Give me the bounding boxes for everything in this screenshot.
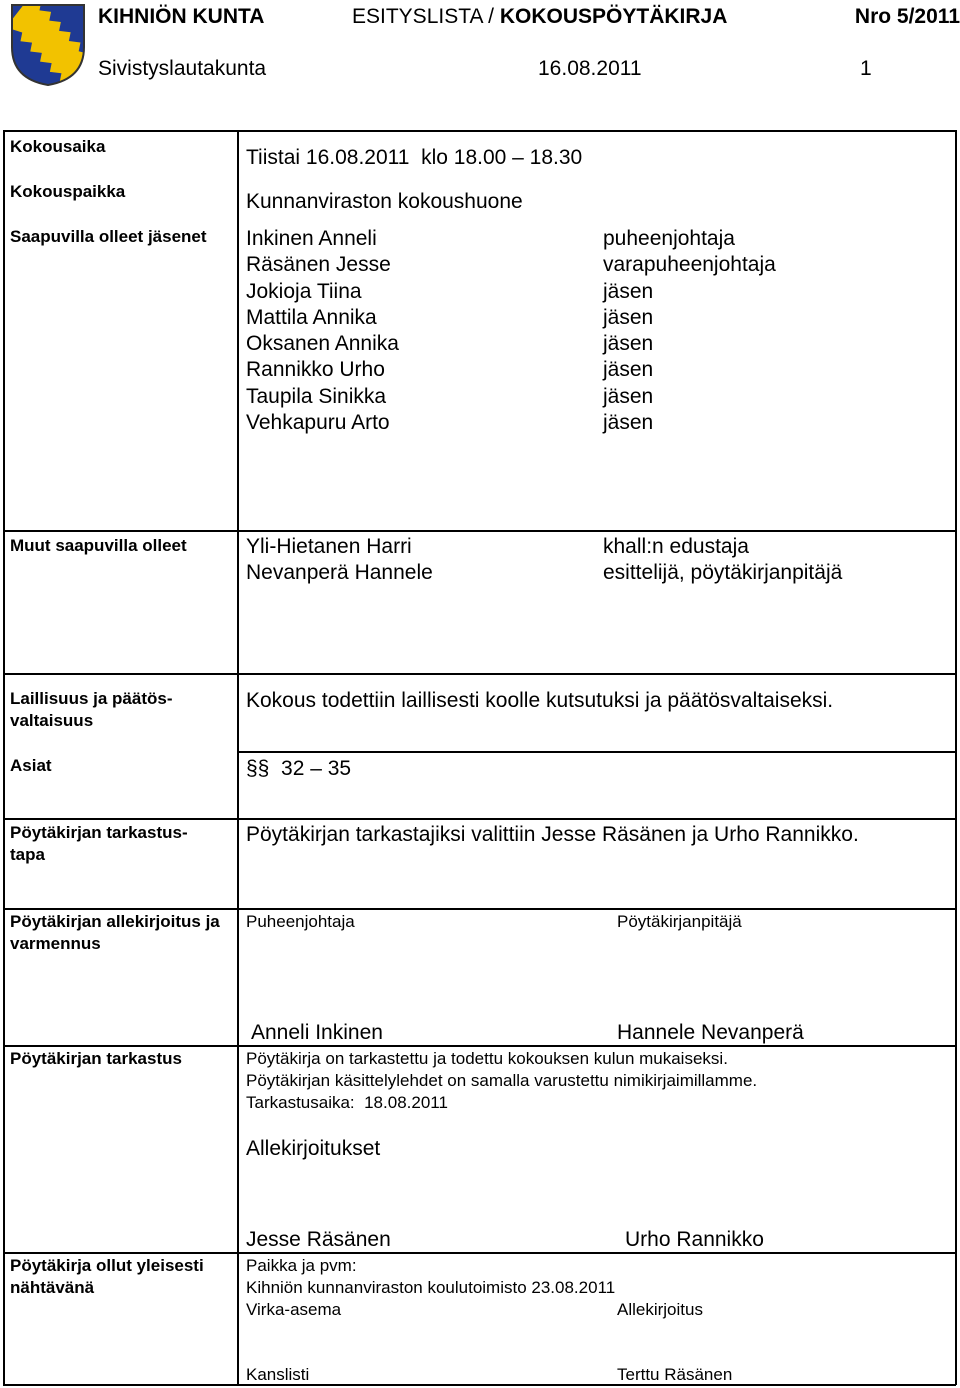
inspection-line: Pöytäkirja on tarkastettu ja todettu kokouksen kulun mukaiseksi.	[246, 1049, 728, 1068]
row-divider	[3, 530, 956, 532]
meeting-time-value: Tiistai 16.08.2011 klo 18.00 – 18.30	[246, 146, 583, 169]
document-number: Nro 5/2011	[854, 5, 960, 28]
meeting-place-value: Kunnanviraston kokoushuone	[246, 190, 523, 213]
members-names	[246, 226, 399, 436]
member-name: Oksanen Annika	[246, 332, 399, 356]
matters-label: Asiat	[10, 756, 52, 775]
position-value: Kanslisti	[246, 1365, 310, 1384]
matters-text: §§ 32 – 35	[246, 757, 352, 780]
others-roles	[603, 534, 842, 587]
member-name: Taupila Sinikka	[246, 384, 387, 408]
table-border-top	[3, 130, 956, 132]
others-names	[246, 534, 433, 587]
signature-name-left: Anneli Inkinen	[251, 1021, 383, 1044]
signature-role-right: Pöytäkirjanpitäjä	[617, 912, 742, 931]
inspection-line: Pöytäkirjan käsittelylehdet on samalla varustettu nimikirjaimillamme.	[246, 1071, 758, 1090]
signature-role-left: Puheenjohtaja	[246, 912, 355, 931]
row-divider	[3, 908, 956, 910]
place-date-value: Kihniön kunnanviraston koulutoimisto 23.08.2011	[246, 1278, 616, 1297]
column-divider	[237, 130, 239, 1385]
member-role: varapuheenjohtaja	[603, 253, 776, 277]
inspection-line: Tarkastusaika: 18.08.2011	[246, 1093, 448, 1112]
signature-label: Pöytäkirjan allekirjoitus ja varmennus	[10, 912, 220, 953]
row-divider	[3, 818, 956, 820]
other-role: esittelijä, pöytäkirjanpitäjä	[603, 561, 843, 585]
row-divider	[3, 1252, 956, 1254]
row-divider	[3, 673, 956, 675]
meeting-time-label: Kokousaika	[10, 137, 106, 156]
table-border-right	[955, 130, 957, 1385]
member-name: Rannikko Urho	[246, 358, 385, 382]
table-border-left	[3, 130, 5, 1385]
table-border-bottom	[3, 1384, 956, 1386]
member-name: Räsänen Jesse	[246, 253, 391, 277]
inspection-method-text: Pöytäkirjan tarkastajiksi valittiin Jesse Räsänen ja Urho Rannikko.	[246, 823, 859, 846]
other-name: Nevanperä Hannele	[246, 561, 433, 585]
member-role: jäsen	[603, 358, 654, 382]
document-type-bold: KOKOUSPÖYTÄKIRJA	[499, 5, 728, 28]
inspection-method-label: Pöytäkirjan tarkastus-tapa	[10, 823, 188, 864]
member-role: jäsen	[603, 384, 654, 408]
signature-field-label: Allekirjoitus	[617, 1300, 703, 1319]
member-name: Vehkapuru Arto	[246, 411, 390, 435]
public-display-label: Pöytäkirja ollut yleisesti nähtävänä	[10, 1256, 204, 1297]
place-date-label: Paikka ja pvm:	[246, 1256, 357, 1275]
page-number: 1	[860, 57, 872, 80]
other-role: khall:n edustaja	[603, 535, 749, 558]
signature-name-right: Hannele Nevanperä	[617, 1021, 804, 1044]
row-divider	[3, 1045, 956, 1047]
inspector-name-left: Jesse Räsänen	[246, 1228, 391, 1251]
member-name: Jokioja Tiina	[246, 279, 362, 303]
legality-text: Kokous todettiin laillisesti koolle kutsutuksi ja päätösvaltaiseksi.	[246, 689, 834, 712]
member-role: puheenjohtaja	[603, 227, 735, 250]
other-name: Yli-Hietanen Harri	[246, 535, 412, 558]
others-label: Muut saapuvilla olleet	[10, 536, 187, 555]
inspector-name-right: Urho Rannikko	[625, 1228, 764, 1251]
board-name: Sivistyslautakunta	[98, 57, 267, 80]
municipal-crest	[10, 3, 86, 87]
document-type-prefix: ESITYSLISTA /	[352, 5, 500, 28]
member-role: jäsen	[603, 279, 654, 303]
position-label: Virka-asema	[246, 1300, 342, 1319]
row-divider	[237, 751, 956, 753]
signer-name: Terttu Räsänen	[617, 1365, 733, 1384]
member-role: jäsen	[603, 332, 654, 356]
member-role: jäsen	[603, 411, 654, 435]
municipality-name: KIHNIÖN KUNTA	[98, 5, 265, 28]
document-type	[352, 5, 727, 29]
inspection-label: Pöytäkirjan tarkastus	[10, 1049, 182, 1068]
member-name: Mattila Annika	[246, 305, 377, 329]
members-label: Saapuvilla olleet jäsenet	[10, 227, 207, 246]
legality-label: Laillisuus ja päätös-valtaisuus	[10, 689, 173, 730]
inspection-statement	[246, 1048, 757, 1114]
member-name: Inkinen Anneli	[246, 227, 377, 250]
member-role: jäsen	[603, 305, 654, 329]
signatures-heading: Allekirjoitukset	[246, 1137, 381, 1160]
members-roles	[603, 226, 776, 436]
meeting-date: 16.08.2011	[538, 57, 642, 80]
meeting-place-label: Kokouspaikka	[10, 182, 126, 201]
